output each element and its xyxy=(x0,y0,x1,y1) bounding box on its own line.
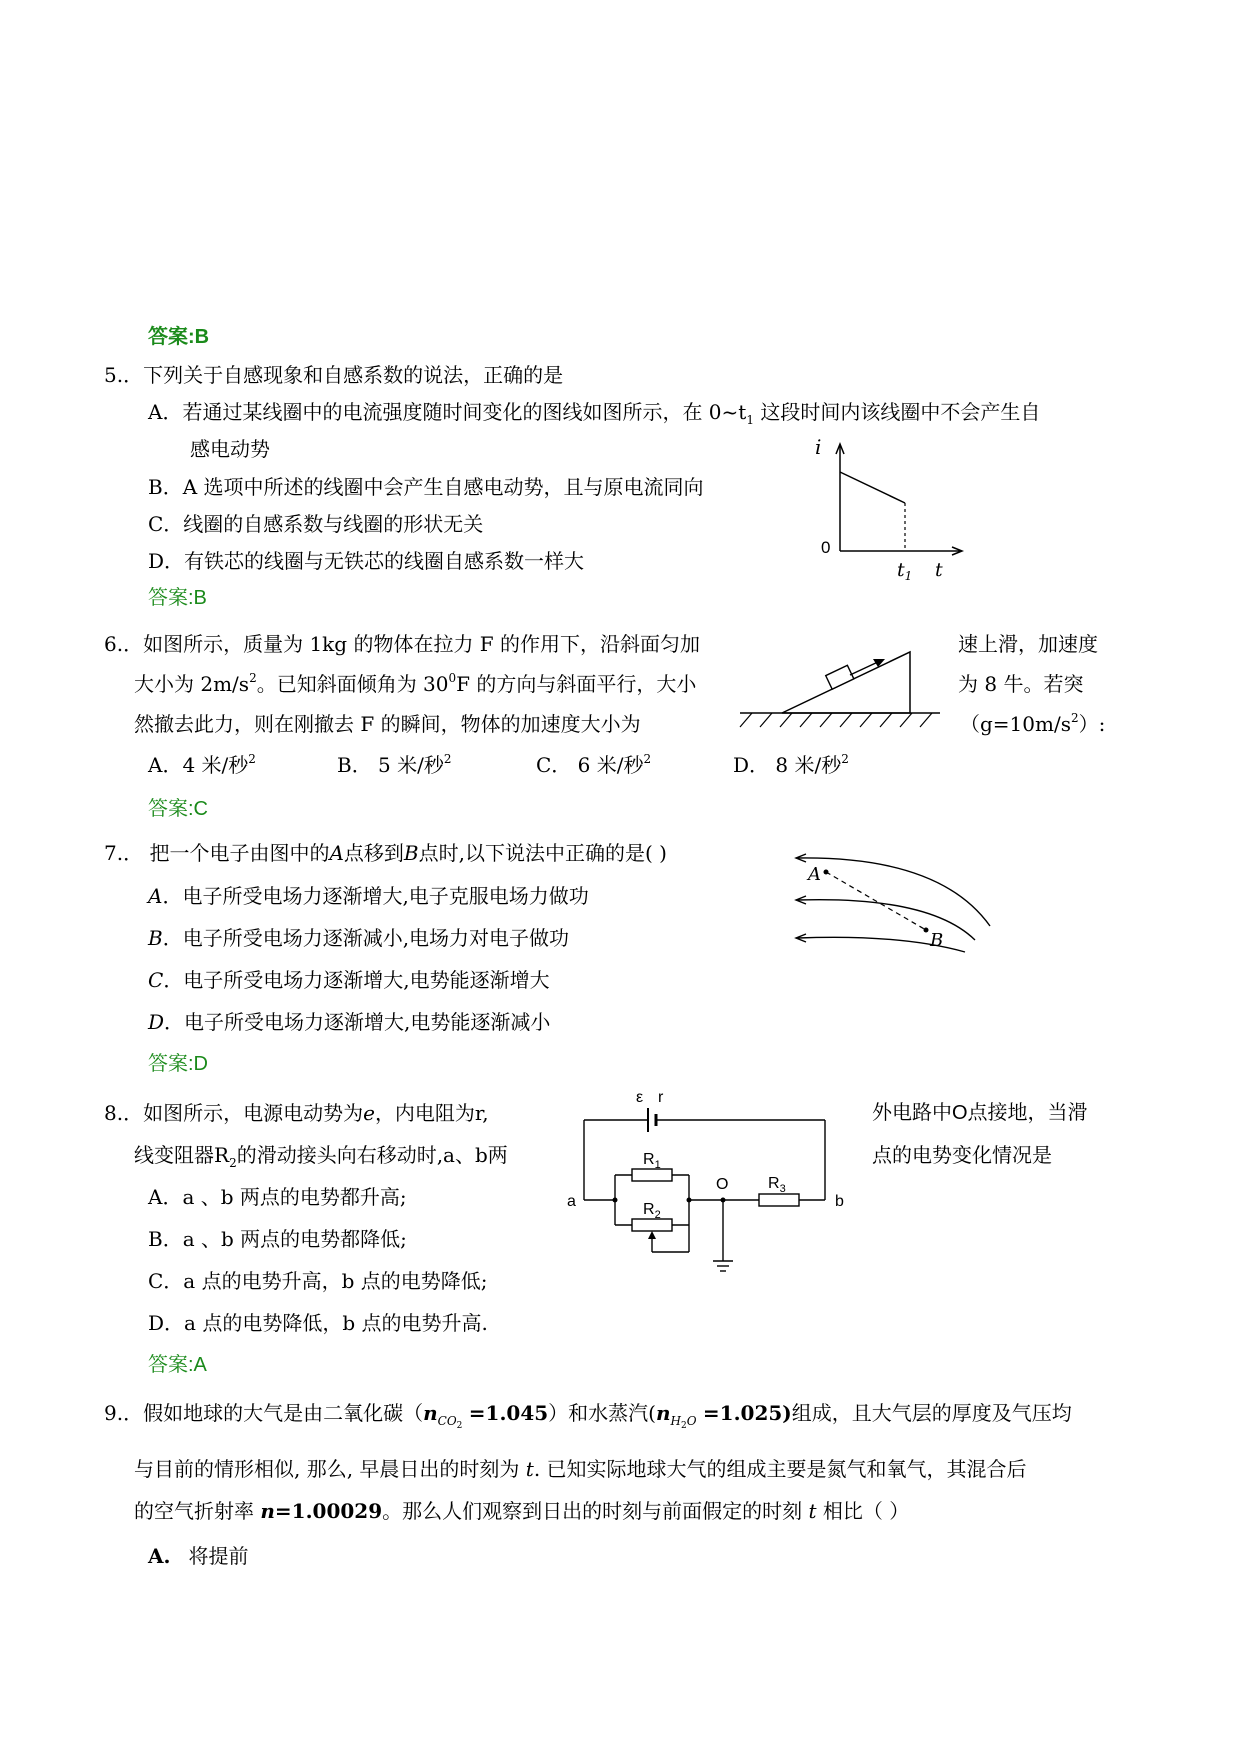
y-axis-label: i xyxy=(815,435,822,459)
t1-label: $t_1$ xyxy=(897,559,913,583)
point-a xyxy=(824,870,829,875)
current-line xyxy=(840,472,905,503)
current-time-graph xyxy=(815,436,970,581)
answer-q8: 答案:A xyxy=(148,1354,207,1376)
incline-figure xyxy=(740,640,940,740)
b-label: b xyxy=(835,1193,844,1210)
resistor-r1 xyxy=(632,1169,672,1181)
question-8-option-b: B．a 、b 两点的电势都降低; xyxy=(148,1227,407,1251)
question-8-line-2-right: 点的电势变化情况是 xyxy=(872,1143,1052,1167)
resistor-r2 xyxy=(632,1219,672,1231)
a-label: a xyxy=(567,1193,576,1210)
o-label: O xyxy=(716,1176,729,1193)
question-6-line-2: 大小为 $2m/s^2$。已知斜面倾角为 $30^0F$ 的方向与斜面平行，大小 xyxy=(134,671,697,696)
ground-hatch xyxy=(740,713,932,727)
node-a xyxy=(613,1198,618,1203)
question-6-line-2-right: 为 8 牛。若突 xyxy=(958,672,1084,696)
question-9-line-3: 的空气折射率 n=1.00029。那么人们观察到日出的时刻与前面假定的时刻 t 相比（ ） xyxy=(134,1499,910,1523)
question-5-option-b: B．A 选项中所述的线圈中会产生自感电动势，且与原电流同向 xyxy=(148,475,704,499)
question-6-line-1-right: 速上滑，加速度 xyxy=(958,632,1098,656)
question-7-option-b: B．电子所受电场力逐渐减小,电场力对电子做功 xyxy=(148,926,570,950)
slider-arrow-icon xyxy=(648,1231,656,1239)
question-7-stem: 7.． 把一个电子由图中的A点移到B点时,以下说法中正确的是( ) xyxy=(104,841,667,865)
question-5-option-d: D．有铁芯的线圈与无铁芯的线圈自感系数一样大 xyxy=(148,549,585,573)
point-b-label: B xyxy=(930,930,944,951)
x-axis-label: t xyxy=(935,559,943,581)
question-7-option-a: A．电子所受电场力逐渐增大,电子克服电场力做功 xyxy=(148,884,589,908)
answer-q6: 答案:C xyxy=(148,798,208,820)
resistor-r3 xyxy=(759,1194,799,1206)
question-6-option-b: B． 5 米/秒$^2$ xyxy=(337,752,452,777)
answer-q5: 答案:B xyxy=(148,587,207,609)
point-a-label: A xyxy=(808,864,821,885)
question-6-line-3: 然撤去此力，则在刚撤去 F 的瞬间，物体的加速度大小为 xyxy=(134,712,641,736)
question-8-line-1-right: 外电路中O点接地，当滑 xyxy=(872,1102,1088,1124)
question-7-option-d: D．电子所受电场力逐渐增大,电势能逐渐减小 xyxy=(148,1010,551,1034)
node-right xyxy=(687,1198,692,1203)
field-line-top xyxy=(798,858,990,926)
question-6-option-d: D． 8 米/秒$^2$ xyxy=(733,752,849,777)
answer-q7: 答案:D xyxy=(148,1053,208,1075)
electric-field-figure xyxy=(790,846,1005,956)
question-9-option-a: A. 将提前 xyxy=(148,1544,249,1568)
r3-label: $R_3$ xyxy=(768,1175,786,1195)
question-9-line-1: 9.．假如地球的大气是由二氧化碳$(n_{CO2} =1.045)$和水蒸汽$(n_{H2O} =1.025)$组成，且大气层的厚度及气压均 xyxy=(104,1401,1072,1431)
question-9-line-2: 与目前的情形相似, 那么, 早晨日出的时刻为 t. 已知实际地球大气的组成主要是氮气和氧气，其混合后 xyxy=(134,1457,1027,1481)
question-8-line-2: 线变阻器$R_2$的滑动接头向右移动时,a、b两 xyxy=(134,1143,508,1170)
r2-label: $R_2$ xyxy=(643,1201,661,1221)
emf-label: ε xyxy=(636,1089,644,1106)
node-o xyxy=(721,1198,726,1203)
field-line-middle xyxy=(798,900,975,940)
circuit-diagram xyxy=(560,1085,860,1285)
question-6-line-1: 6.．如图所示，质量为 1kg 的物体在拉力 F 的作用下，沿斜面匀加 xyxy=(104,632,701,656)
question-5-stem: 5.．下列关于自感现象和自感系数的说法，正确的是 xyxy=(104,363,564,387)
question-5-option-a-cont: 感电动势 xyxy=(190,437,270,461)
question-8-option-a: A．a 、b 两点的电势都升高; xyxy=(148,1185,407,1209)
internal-resistance-label: r xyxy=(658,1089,664,1106)
question-8-line-1: 8.．如图所示，电源电动势为e，内电阻为r, xyxy=(104,1101,489,1125)
origin-label: 0 xyxy=(821,538,831,557)
question-6-option-c: C． 6 米/秒$^2$ xyxy=(536,752,652,777)
r1-label: $R_1$ xyxy=(643,1151,661,1171)
point-b xyxy=(924,928,929,933)
path-a-to-b xyxy=(826,872,926,930)
question-6-option-a: A．4 米/秒$^2$ xyxy=(148,752,256,777)
question-8-option-d: D．a 点的电势降低，b 点的电势升高. xyxy=(148,1311,488,1335)
question-8-option-c: C．a 点的电势升高，b 点的电势降低; xyxy=(148,1269,488,1293)
question-5-option-c: C．线圈的自感系数与线圈的形状无关 xyxy=(148,512,484,536)
question-7-option-c: C．电子所受电场力逐渐增大,电势能逐渐增大 xyxy=(148,968,550,992)
block-on-incline xyxy=(826,665,854,689)
answer-q4: 答案:B xyxy=(148,326,210,348)
question-5-option-a: A．若通过某线圈中的电流强度随时间变化的图线如图所示，在 $0\sim t_1$ 这段时间内该线圈中不会产生自 xyxy=(148,400,1041,427)
question-6-line-3-right: $(g=10m/s^2)$: xyxy=(960,711,1106,736)
